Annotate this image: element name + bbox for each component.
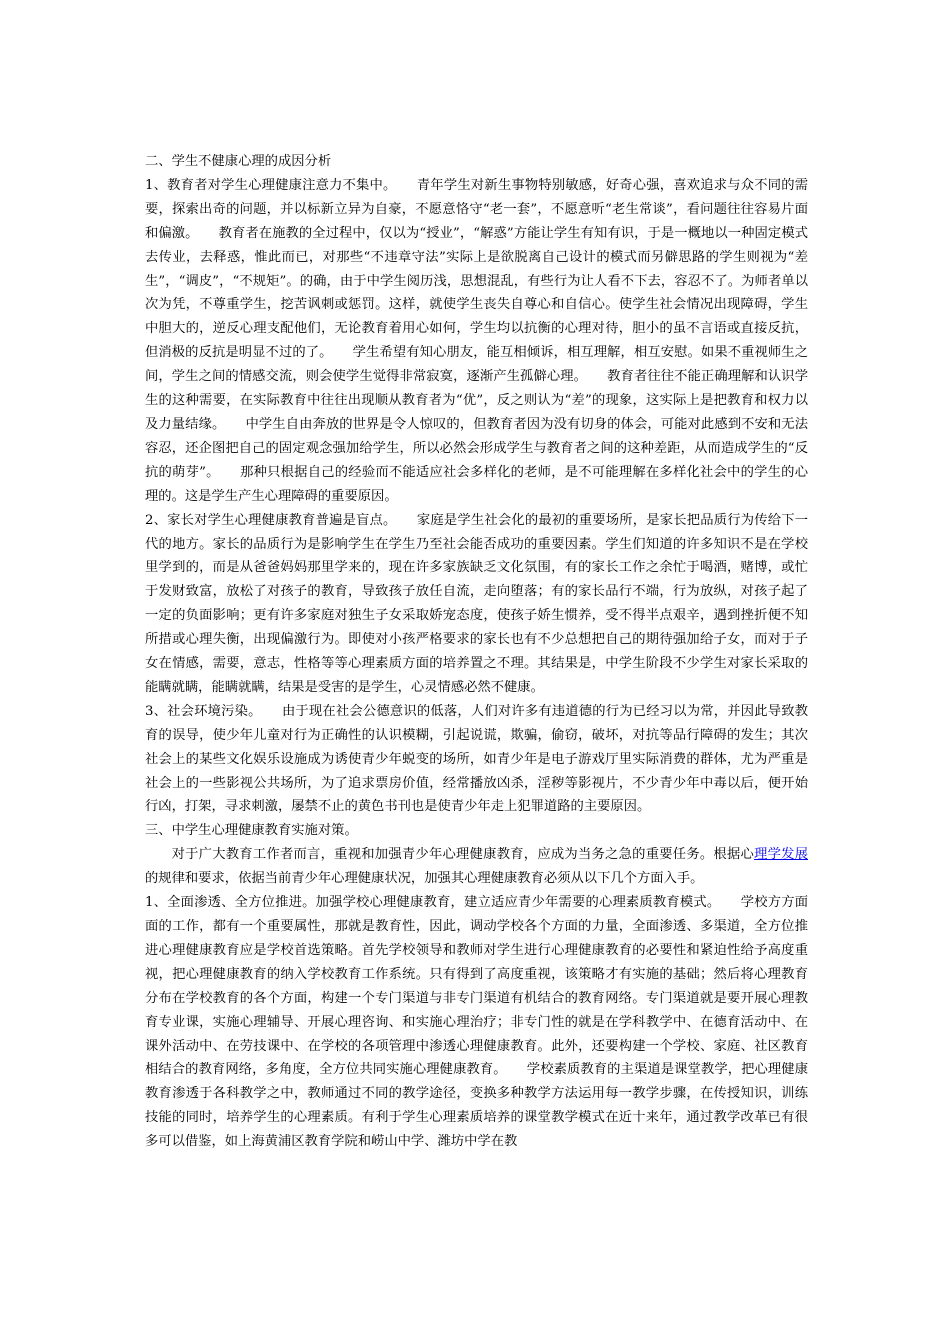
- paragraph-text: 对于广大教育工作者而言，重视和加强青少年心理健康教育，应成为当务之急的重要任务。根据心: [171, 847, 755, 863]
- document-body: [145, 150, 808, 1154]
- section-heading: 三、中学生心理健康教育实施对策。: [145, 823, 358, 839]
- psychology-development-link[interactable]: 理学发展: [754, 847, 809, 863]
- paragraph-text: 的规律和要求，依据当前青少年心理健康状况，加强其心理健康教育必须从以下几个方面入手。: [145, 871, 704, 887]
- paragraph: 2、家长对学生心理健康教育普遍是盲点。 家庭是学生社会化的最初的重要场所，是家长把品质行为传给下一代的地方。家长的品质行为是影响学生在学生乃至社会能否成功的重要因素。学生们知道的许多知识不是在学校里学到的，而是从爸爸妈妈那里学来的，现在许多家族缺乏文化氛围，有的家长工作之余忙于喝酒，赌博，或忙于发财致富，放松了对孩子的教育，导致孩子放任自流，走向堕落；有的家长品行不端，行为放纵，对孩子起了一定的负面影响；更有许多家庭对独生子女采取娇宠态度，使孩子娇生惯养，受不得半点艰辛，遇到挫折便不知所措或心理失衡，出现偏激行为。即使对小孩严格要求的家长也有不少总想把自己的期待强加给子女，而对于子女在情感，需要，意志，性格等等心理素质方面的培养置之不理。其结果是，中学生阶段不少学生对家长采取的能瞒就瞒，能瞒就瞒，结果是受害的是学生，心灵情感必然不健康。: [145, 512, 808, 695]
- section-heading: 二、学生不健康心理的成因分析: [145, 154, 332, 169]
- paragraph: 1、教育者对学生心理健康注意力不集中。 青年学生对新生事物特别敏感，好奇心强，喜欢追求与众不同的需要，探索出奇的问题，并以标新立异为自豪，不愿意恪守“老一套”，不愿意听“老生常谈”，看问题往往容易片面和偏激。 教育者在施教的全过程中，仅以为“授业”，“解惑”方能让学生有知有识，于是一概地以一种固定模式去传业，去释惑，惟此而已，对那些“不违章守法”实际上是欲脱离自己设计的模式而另僻思路的学生则视为“差生”，“调皮”，“不规矩”。的确，由于中学生阅历浅，思想混乱，有些行为让人看不下去，容忍不了。为师者单以次为凭，不尊重学生，挖苦讽刺或惩罚。这样，就使学生丧失自尊心和自信心。使学生社会情况出现障碍，学生中胆大的，逆反心理支配他们，无论教育着用心如何，学生均以抗衡的心理对待，胆小的虽不言语或直接反抗，但消极的反抗是明显不过的了。 学生希望有知心朋友，能互相倾诉，相互理解，相互安慰。如果不重视师生之间，学生之间的情感交流，则会使学生觉得非常寂寞，逐渐产生孤僻心理。 教育者往往不能正确理解和认识学生的这种需要，在实际教育中往往出现顺从教育者为“优”，反之则认为“差”的现象，这实际上是把教育和权力以及力量结缘。 中学生自由奔放的世界是令人惊叹的，但教育者因为没有切身的体会，可能对此感到不安和无法容忍，还企图把自己的固定观念强加给学生，所以必然会形成学生与教育者之间的这种差距，从而造成学生的“反抗的萌芽”。 那种只根据自己的经验而不能适应社会多样化的老师，是不可能理解在多样化社会中的学生的心理的。这是学生产生心理障碍的重要原因。: [145, 177, 808, 504]
- paragraph: [145, 843, 808, 891]
- paragraph: 1、全面渗透、全方位推进。加强学校心理健康教育，建立适应青少年需要的心理素质教育模式。 学校方方面面的工作，都有一个重要属性，那就是教育性，因此，调动学校各个方面的力量，全面渗透、多渠道，全方位推进心理健康教育应是学校首选策略。首先学校领导和教师对学生进行心理健康教育的必要性和紧迫性给予高度重视，把心理健康教育的纳入学校教育工作系统。只有得到了高度重视，该策略才有实施的基础；然后将心理教育分布在学校教育的各个方面，构建一个专门渠道与非专门渠道有机结合的教育网络。专门渠道就是要开展心理教育专业课，实施心理辅导、开展心理咨询、和实施心理治疗；非专门性的就是在学科教学中、在德育活动中、在课外活动中、在劳技课中、在学校的各项管理中渗透心理健康教育。此外，还要构建一个学校、家庭、社区教育相结合的教育网络，多角度，全方位共同实施心理健康教育。 学校素质教育的主渠道是课堂教学，把心理健康教育渗透于各科教学之中，教师通过不同的教学途径，变换多种教学方法运用每一教学步骤，在传授知识，训练技能的同时，培养学生的心理素质。有利于学生心理素质培养的课堂教学模式在近十来年，通过教学改革已有很多可以借鉴，如上海黄浦区教育学院和崂山中学、潍坊中学在教: [145, 895, 808, 1150]
- paragraph: 3、社会环境污染。 由于现在社会公德意识的低落，人们对许多有违道德的行为已经习以为常，并因此导致教育的误导，使少年儿童对行为正确性的认识模糊，引起说谎，欺骗，偷窃，破坏，对抗等品行障碍的发生；其次社会上的某些文化娱乐设施成为诱使青少年蜕变的场所，如青少年是电子游戏厅里实际消费的群体，尤为严重是社会上的一些影视公共场所，为了追求票房价值，经常播放凶杀，淫秽等影视片，不少青少年中毒以后，便开始行凶，打架，寻求刺激，屡禁不止的黄色书刊也是使青少年走上犯罪道路的主要原因。: [145, 703, 808, 815]
